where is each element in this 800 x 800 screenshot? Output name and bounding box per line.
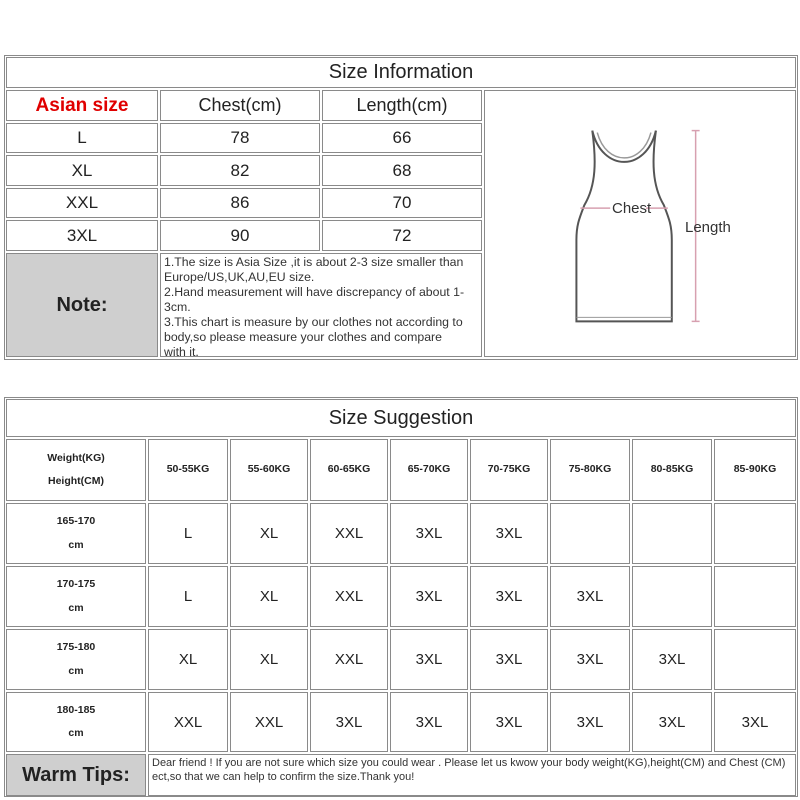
suggested-size-cell: 3XL — [714, 692, 796, 752]
size-row-chest: 90 — [160, 220, 320, 251]
weight-axis-label: Weight(KG) — [47, 451, 105, 464]
size-row-length: 70 — [322, 188, 482, 218]
weight-header: 65-70KG — [390, 439, 468, 501]
suggested-size-cell: XXL — [230, 692, 308, 752]
warm-tips-text — [148, 754, 796, 796]
size-suggestion-title: Size Suggestion — [6, 399, 796, 437]
suggested-size-cell: XXL — [310, 503, 388, 564]
suggested-size-cell: 3XL — [310, 692, 388, 752]
height-range: 165-170 — [56, 515, 96, 528]
warm-tips-line: ect,so that we can help to confirm the size.Thank you! — [152, 770, 415, 783]
size-row-length: 72 — [322, 220, 482, 251]
size-row-chest: 82 — [160, 155, 320, 186]
asian-size-header: Asian size — [6, 90, 158, 121]
suggested-size-cell: 3XL — [550, 566, 630, 627]
weight-header: 80-85KG — [632, 439, 712, 501]
size-row-chest: 86 — [160, 188, 320, 218]
note-line: 1.The size is Asia Size ,it is about 2-3 size smaller than — [164, 255, 464, 269]
suggested-size-cell: 3XL — [550, 692, 630, 752]
note-line: body,so please measure your clothes and compare — [164, 330, 442, 344]
note-line: 2.Hand measurement will have discrepancy of about 1- — [164, 285, 465, 299]
suggested-size-cell: L — [148, 566, 228, 627]
suggested-size-cell — [632, 566, 712, 627]
height-axis-label: Height(CM) — [48, 475, 104, 487]
note-line: 3.This chart is measure by our clothes not according to — [164, 315, 463, 329]
suggested-size-cell: XXL — [148, 692, 228, 752]
suggested-size-cell: 3XL — [632, 692, 712, 752]
size-row-label: XL — [6, 155, 158, 186]
weight-header: 60-65KG — [310, 439, 388, 501]
note-line: 3cm. — [164, 300, 191, 314]
weight-header: 50-55KG — [148, 439, 228, 501]
height-unit: cm — [68, 538, 84, 551]
size-row-length: 66 — [322, 123, 482, 153]
note-line: with it. — [164, 345, 199, 359]
suggested-size-cell: 3XL — [390, 503, 468, 564]
suggested-size-cell: 3XL — [470, 629, 548, 690]
suggested-size-cell: XXL — [310, 629, 388, 690]
note-text — [160, 253, 482, 357]
size-row-length: 68 — [322, 155, 482, 186]
weight-header: 75-80KG — [550, 439, 630, 501]
weight-header: 70-75KG — [470, 439, 548, 501]
suggested-size-cell: 3XL — [470, 566, 548, 627]
weight-height-corner — [6, 439, 146, 501]
suggested-size-cell: 3XL — [632, 629, 712, 690]
suggested-size-cell: 3XL — [470, 503, 548, 564]
height-header — [6, 629, 146, 690]
suggested-size-cell — [550, 503, 630, 564]
height-header — [6, 566, 146, 627]
height-unit: cm — [68, 601, 84, 614]
size-row-chest: 78 — [160, 123, 320, 153]
height-range: 180-185 — [56, 703, 96, 716]
weight-header: 55-60KG — [230, 439, 308, 501]
height-unit: cm — [68, 664, 84, 677]
suggested-size-cell: 3XL — [390, 692, 468, 752]
suggested-size-cell: XL — [230, 566, 308, 627]
suggested-size-cell — [632, 503, 712, 564]
suggested-size-cell: XL — [230, 629, 308, 690]
height-header — [6, 692, 146, 752]
height-range: 175-180 — [56, 641, 96, 654]
height-header — [6, 503, 146, 564]
suggested-size-cell — [714, 503, 796, 564]
size-row-label: 3XL — [6, 220, 158, 251]
suggested-size-cell: 3XL — [390, 566, 468, 627]
length-header: Length(cm) — [322, 90, 482, 121]
suggested-size-cell — [714, 566, 796, 627]
weight-header: 85-90KG — [714, 439, 796, 501]
size-information-title: Size Information — [6, 57, 796, 88]
height-unit: cm — [68, 727, 84, 739]
note-label: Note: — [6, 253, 158, 357]
suggested-size-cell: L — [148, 503, 228, 564]
chest-header: Chest(cm) — [160, 90, 320, 121]
suggested-size-cell — [714, 629, 796, 690]
suggested-size-cell: 3XL — [550, 629, 630, 690]
size-row-label: L — [6, 123, 158, 153]
chest-label: Chest — [612, 200, 652, 217]
note-line: Europe/US,UK,AU,EU size. — [164, 270, 315, 284]
length-label: Length — [685, 219, 731, 236]
size-row-label: XXL — [6, 188, 158, 218]
suggested-size-cell: 3XL — [390, 629, 468, 690]
suggested-size-cell: XXL — [310, 566, 388, 627]
height-range: 170-175 — [56, 578, 96, 591]
suggested-size-cell: XL — [230, 503, 308, 564]
warm-tips-label: Warm Tips: — [6, 754, 146, 796]
suggested-size-cell: XL — [148, 629, 228, 690]
tank-top-diagram — [484, 90, 796, 357]
warm-tips-line: Dear friend ! If you are not sure which size you could wear . Please let us kwow your body weight(KG),height(CM) and Chest (CM) — [152, 757, 786, 769]
tank-top-illustration — [485, 90, 795, 357]
suggested-size-cell: 3XL — [470, 692, 548, 752]
